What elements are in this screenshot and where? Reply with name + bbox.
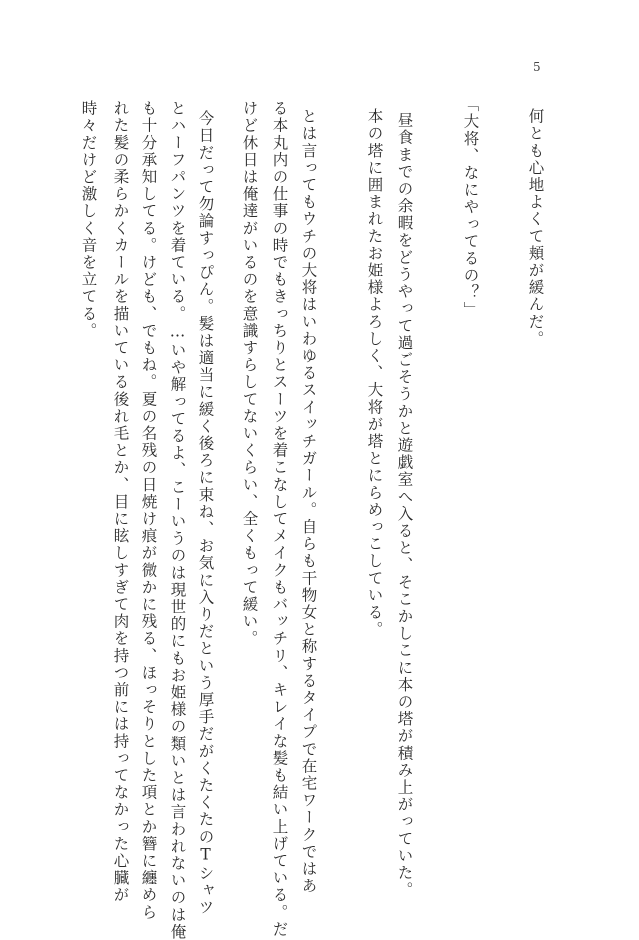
text-line-15: 時々だけど激しく音を立てる。: [79, 100, 98, 340]
text-line-9: る本丸内の仕事の時でもきっちりとスーツを着こなしてメイクもバッチリ、キレイな髪も結い上げている。だ: [270, 100, 289, 938]
page-number: 5: [533, 60, 541, 74]
text-line-1: 何とも心地よくて頬が緩んだ。: [526, 108, 545, 348]
text-line-10: けど休日は俺達がいるのを意識すらしてないくらい、全くもって緩い。: [240, 100, 259, 648]
text-line-12: とハーフパンツを着ている。…いや解ってるよ、こーいうのは現世的にもお姫様の類いとは言われないのは俺: [168, 100, 187, 940]
text-line-11: 今日だって勿論すっぴん。髪は適当に緩く後ろに束ね、お気に入りだという厚手だがくたくたのTシャツ: [196, 110, 215, 917]
text-line-13: も十分承知してる。けども、でもね。夏の名残の日焼け痕が微かに残る、ほっそりとした項とか簪に纏めら: [139, 100, 158, 921]
text-line-8: とは言ってもウチの大将はいわゆるスイッチガール。自らも干物女と称するタイプで在宅ワークではあ: [299, 108, 318, 895]
text-line-4: 本の塔に囲まれたお姫様よろしく、大将が塔とにらめっこしている。: [365, 108, 384, 639]
dialogue-line: 「大将、なにやってるの？」: [461, 96, 480, 319]
text-line-3: 昼食までの余暇をどうやって過ごそうかと遊戯室へ入ると、そこかしこに本の塔が積み上がっていた。: [395, 112, 414, 899]
text-line-14: れた髪の柔らかくカールを描いている後れ毛とか、目に眩しすぎて肉を持つ前には持ってなかった心臓が: [111, 100, 130, 904]
